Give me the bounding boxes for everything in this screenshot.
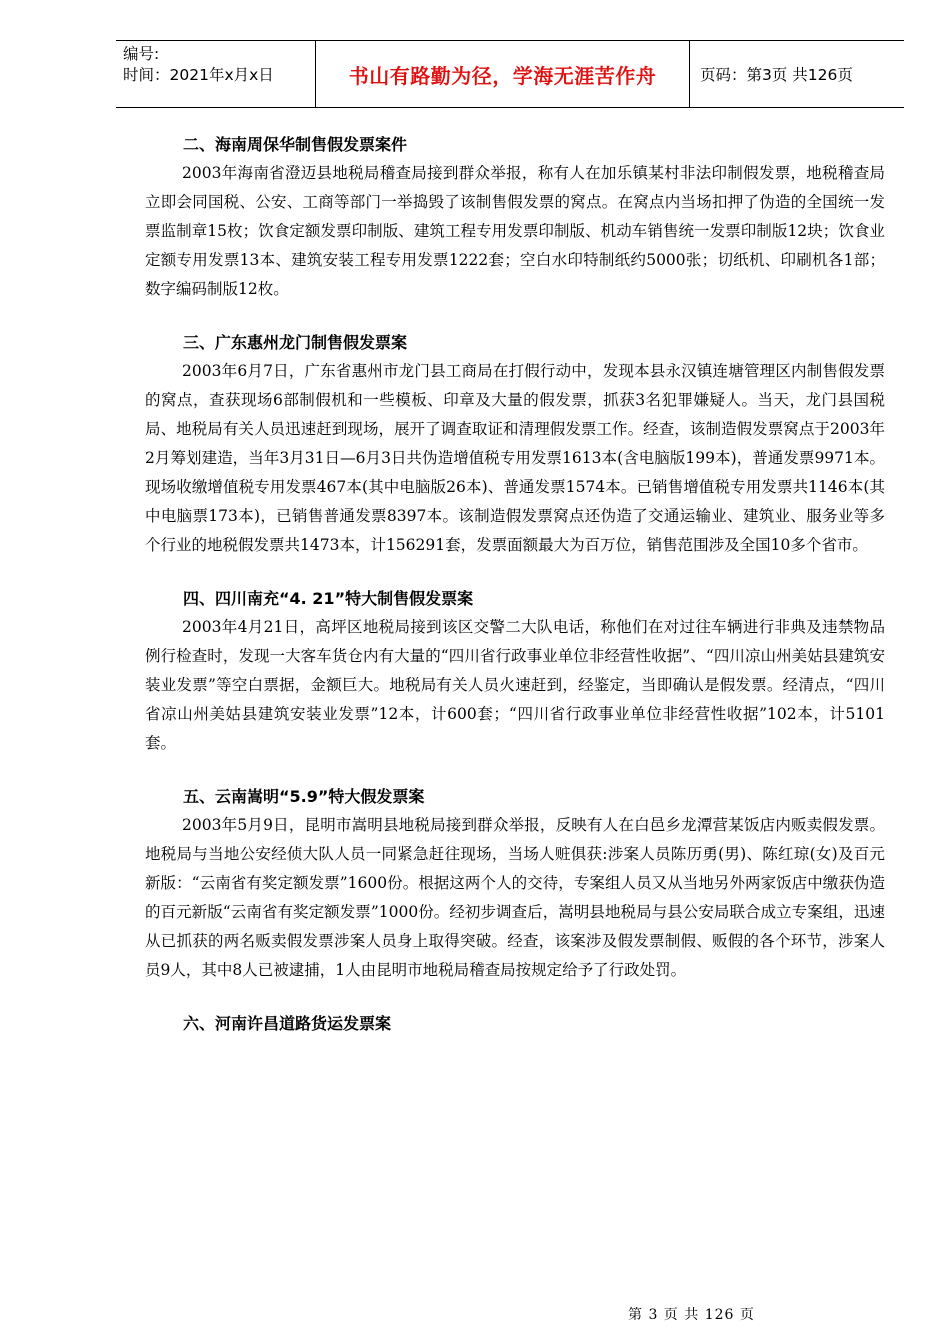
header-motto: 书山有路勤为径，学海无涯苦作舟 xyxy=(315,41,690,107)
section-title: 二、海南周保华制售假发票案件 xyxy=(183,135,408,154)
section-title: 四、四川南充“4. 21”特大制售假发票案 xyxy=(183,589,474,608)
header-meta xyxy=(116,41,315,107)
section-paragraph: 2003年5月9日，昆明市嵩明县地税局接到群众举报，反映有人在白邑乡龙潭营某饭店内贩卖假发票。地税局与当地公安经侦大队人员一同紧急赶往现场，当场人赃俱获:涉案人员陈历勇(男)、陈红琼(女)及百元新版：“云南省有奖定额发票”1600份。根据这两个人的交待，专案组人员又从当地另外两家饭店中缴获伪造的百元新版“云南省有奖定额发票”1000份。经初步调查后，嵩明县地税局与县公安局联合成立专案组，迅速从已抓获的两名贩卖假发票涉案人员身上取得突破。经查，该案涉及假发票制假、贩假的各个环节，涉案人员9人，其中8人已被逮捕，1人由昆明市地税局稽查局按规定给予了行政处罚。 xyxy=(145,816,885,979)
section-hainan xyxy=(145,130,885,304)
section-sichuan xyxy=(145,584,885,758)
header-number-label: 编号: xyxy=(123,45,160,63)
section-henan xyxy=(145,1009,885,1038)
header-time-label: 时间：2021年x月x日 xyxy=(123,66,274,84)
section-yunnan xyxy=(145,782,885,985)
page-header xyxy=(116,40,904,108)
section-paragraph: 2003年4月21日，高坪区地税局接到该区交警二大队电话，称他们在对过往车辆进行非典及违禁物品例行检查时，发现一大客车货仓内有大量的“四川省行政事业单位非经营性收据”、“四川凉山州美姑县建筑安装业发票”等空白票据，金额巨大。地税局有关人员火速赶到，经鉴定，当即确认是假发票。经清点，“四川省凉山州美姑县建筑安装业发票”12本，计600套；“四川省行政事业单位非经营性收据”102本，计5101套。 xyxy=(145,618,885,752)
page-footer: 第 3 页 共 126 页 xyxy=(628,1307,755,1323)
section-paragraph: 2003年6月7日，广东省惠州市龙门县工商局在打假行动中，发现本县永汉镇连塘管理区内制售假发票的窝点，查获现场6部制假机和一些模板、印章及大量的假发票，抓获3名犯罪嫌疑人。当天，龙门县国税局、地税局有关人员迅速赶到现场，展开了调查取证和清理假发票工作。经查，该制造假发票窝点于2003年2月筹划建造，当年3月31日—6月3日共伪造增值税专用发票1613本(含电脑版199本)，普通发票9971本。现场收缴增值税专用发票467本(其中电脑版26本)、普通发票1574本。已销售增值税专用发票共1146本(其中电脑票173本)，已销售普通发票8397本。该制造假发票窝点还伪造了交通运输业、建筑业、服务业等多个行业的地税假发票共1473本，计156291套，发票面额最大为百万位，销售范围涉及全国10多个省市。 xyxy=(145,362,885,554)
section-paragraph: 2003年海南省澄迈县地税局稽查局接到群众举报，称有人在加乐镇某村非法印制假发票，地税稽查局立即会同国税、公安、工商等部门一举捣毁了该制售假发票的窝点。在窝点内当场扣押了伪造的全国统一发票监制章15枚；饮食定额发票印制版、建筑工程专用发票印制版、机动车销售统一发票印制版12块；饮食业定额专用发票13本、建筑安装工程专用发票1222套；空白水印特制纸约5000张；切纸机、印刷机各1部；数字编码制版12枚。 xyxy=(145,164,885,298)
header-page-label: 页码：第3页 共126页 xyxy=(700,66,853,84)
section-guangdong xyxy=(145,328,885,560)
section-title: 六、河南许昌道路货运发票案 xyxy=(183,1014,392,1033)
section-title: 三、广东惠州龙门制售假发票案 xyxy=(183,333,408,352)
document-body xyxy=(145,130,885,1062)
section-title: 五、云南嵩明“5.9”特大假发票案 xyxy=(183,787,425,806)
